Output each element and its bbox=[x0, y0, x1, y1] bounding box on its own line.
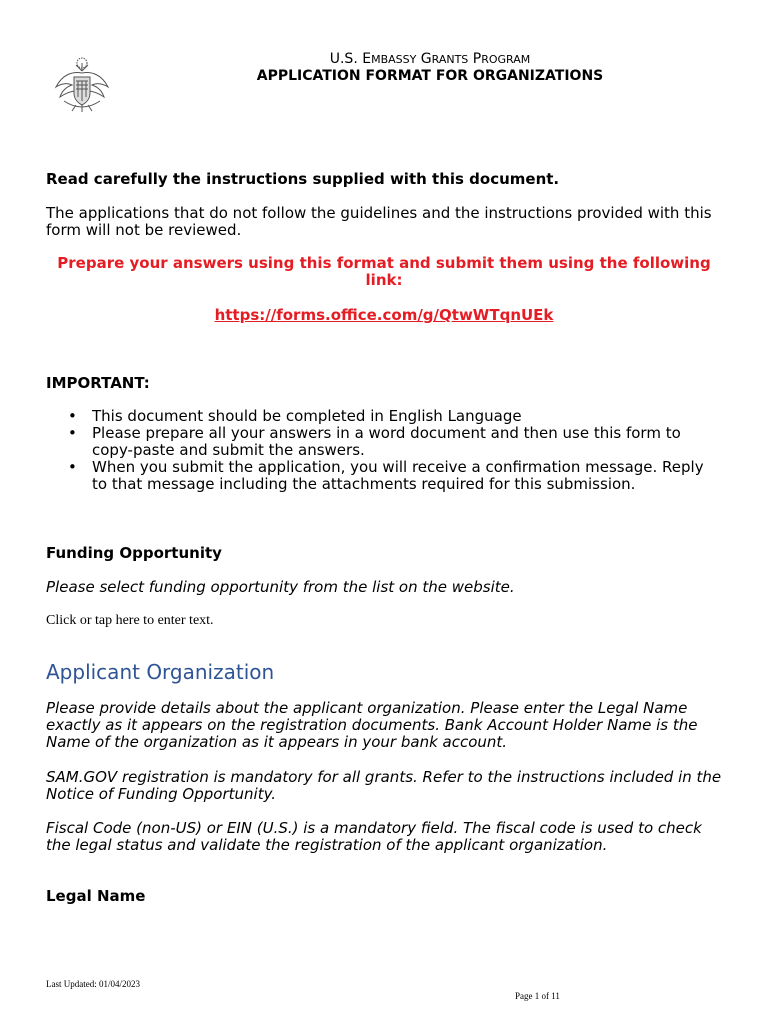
funding-opportunity-heading: Funding Opportunity bbox=[46, 544, 222, 562]
sam-registration-text: SAM.GOV registration is mandatory for all grants. Refer to the instructions included in the Notice of Funding Opportunity. bbox=[46, 768, 722, 803]
funding-opportunity-field[interactable]: Click or tap here to enter text. bbox=[46, 613, 214, 628]
program-title: U.S. EMBASSY GRANTS PROGRAM bbox=[329, 51, 531, 67]
submission-link-wrap bbox=[46, 307, 722, 324]
document-title: APPLICATION FORMAT FOR ORGANIZATIONS bbox=[256, 68, 604, 84]
important-heading: IMPORTANT: bbox=[46, 374, 150, 392]
funding-instruction: Please select funding opportunity from the list on the website. bbox=[46, 578, 515, 596]
applicant-organization-heading: Applicant Organization bbox=[46, 660, 275, 684]
prepare-answers-notice: Prepare your answers using this format and submit them using the following link: bbox=[57, 254, 711, 289]
page-number: Page 1 of 11 bbox=[515, 991, 560, 1001]
list-item: • This document should be completed in English Language bbox=[68, 407, 522, 425]
submission-link[interactable]: https://forms.office.com/g/QtwWTqnUEk bbox=[214, 306, 554, 324]
legal-name-label: Legal Name bbox=[46, 887, 146, 905]
important-list bbox=[46, 408, 722, 493]
applicant-details-text: Please provide details about the applicant organization. Please enter the Legal Name exactly as it appears on the registration documents. Bank Account Holder Name is the Name of the organization as it appears in your bank account. bbox=[46, 699, 698, 751]
guidelines-warning: The applications that do not follow the guidelines and the instructions provided with this form will not be reviewed. bbox=[46, 204, 712, 239]
fiscal-code-text: Fiscal Code (non-US) or EIN (U.S.) is a mandatory field. The fiscal code is used to check the legal status and validate the registration of the applicant organization. bbox=[46, 819, 702, 854]
read-carefully-notice: Read carefully the instructions supplied with this document. bbox=[46, 170, 560, 188]
list-item: • When you submit the application, you will receive a confirmation message. Reply to that message including the attachments required for this submission. bbox=[68, 458, 704, 493]
list-item: • Please prepare all your answers in a word document and then use this form to copy-paste and submit the answers. bbox=[68, 424, 681, 459]
last-updated-footer: Last Updated: 01/04/2023 bbox=[46, 979, 140, 989]
